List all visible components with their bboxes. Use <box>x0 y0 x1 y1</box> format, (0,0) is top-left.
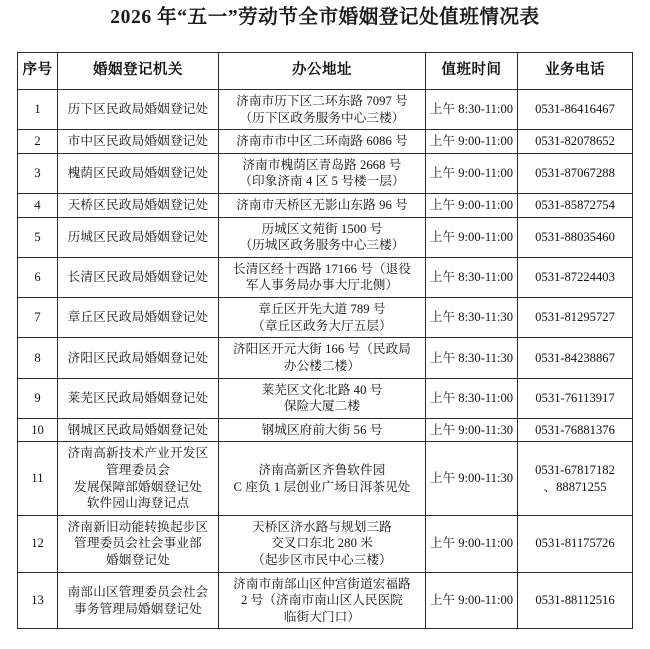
cell-time-line: 上午 9:00-11:30 <box>429 471 514 486</box>
table-row <box>18 257 633 297</box>
cell-address <box>219 378 426 418</box>
cell-time-line: 上午 9:00-11:00 <box>429 198 514 213</box>
cell-phone <box>518 153 633 193</box>
cell-address <box>219 153 426 193</box>
cell-index <box>18 418 58 442</box>
cell-address-line: 莱芜区文化北路 40 号 <box>261 382 383 397</box>
table-row <box>18 90 633 130</box>
cell-index <box>18 442 58 515</box>
cell-agency-line: 市中区民政局婚姻登记处 <box>67 134 209 149</box>
cell-time <box>426 153 518 193</box>
table-header-row <box>18 53 633 90</box>
cell-address-line: 长清区经十西路 17166 号（退役 <box>232 261 412 276</box>
cell-index-line: 9 <box>34 390 41 405</box>
cell-phone <box>518 257 633 297</box>
cell-address-line: 钢城区府前大街 56 号 <box>261 422 383 437</box>
table-row <box>18 194 633 218</box>
cell-address-line: 军人事务局办事大厅北侧） <box>245 278 399 293</box>
cell-index-line: 4 <box>34 198 41 213</box>
cell-agency <box>58 90 219 130</box>
cell-address-line: 济南市南部山区仲宫街道宏福路 <box>233 576 411 591</box>
cell-index <box>18 217 58 257</box>
cell-agency <box>58 153 219 193</box>
cell-time-line: 上午 8:30-11:00 <box>429 270 514 285</box>
cell-address <box>219 194 426 218</box>
cell-address-line: 济南市槐荫区青岛路 2668 号 <box>242 157 402 172</box>
cell-phone-line: 0531-81175726 <box>535 536 615 551</box>
cell-phone-line: 0531-76881376 <box>535 422 615 437</box>
cell-agency-line: 管理委员会社会事业部 <box>74 536 202 551</box>
cell-index <box>18 572 58 629</box>
cell-phone-line: 0531-86416467 <box>535 102 615 117</box>
cell-agency <box>58 418 219 442</box>
table-row <box>18 153 633 193</box>
cell-phone <box>518 217 633 257</box>
cell-phone-line: 0531-88035460 <box>535 229 615 244</box>
column-header-phone: 业务电话 <box>518 53 633 90</box>
cell-agency <box>58 378 219 418</box>
cell-index <box>18 298 58 338</box>
cell-address-line: C 座负 1 层创业广场日洱茶见处 <box>233 479 411 494</box>
cell-agency <box>58 338 219 378</box>
cell-address-line: 保险大厦二楼 <box>283 399 361 414</box>
cell-time <box>426 217 518 257</box>
cell-phone <box>518 442 633 515</box>
cell-time <box>426 90 518 130</box>
table-row <box>18 378 633 418</box>
cell-agency-line: 章丘区民政局婚姻登记处 <box>67 310 209 325</box>
cell-time <box>426 298 518 338</box>
cell-time-line: 上午 8:30-11:00 <box>429 102 514 117</box>
cell-time-line: 上午 9:00-11:00 <box>429 134 514 149</box>
cell-index <box>18 515 58 572</box>
cell-phone <box>518 298 633 338</box>
cell-index-line: 8 <box>34 350 41 365</box>
cell-address <box>219 298 426 338</box>
cell-time <box>426 378 518 418</box>
cell-address-line: 济南市市中区二环南路 6086 号 <box>236 134 408 149</box>
cell-index-line: 1 <box>34 102 41 117</box>
cell-time-line: 上午 8:30-11:30 <box>429 350 514 365</box>
cell-agency-line: 钢城区民政局婚姻登记处 <box>67 422 209 437</box>
cell-index <box>18 90 58 130</box>
cell-address-line: （历下区政务服务中心三楼） <box>239 110 405 125</box>
table-row <box>18 338 633 378</box>
cell-agency-line: 莱芜区民政局婚姻登记处 <box>67 390 209 405</box>
duty-table <box>17 52 633 629</box>
cell-time-line: 上午 9:00-11:30 <box>429 422 514 437</box>
cell-address-line: 济南高新区齐鲁软件园 <box>258 462 386 477</box>
cell-address-line: 天桥区济水路与规划三路 <box>252 519 392 534</box>
cell-address-line: 历城区文苑街 1500 号 <box>261 221 383 236</box>
table-body <box>18 90 633 629</box>
cell-time-line: 上午 9:00-11:00 <box>429 536 514 551</box>
cell-address-line: 交叉口东北 280 米 <box>271 536 373 551</box>
cell-address-line: 章丘区开先大道 789 号 <box>258 302 386 317</box>
cell-address-line: 2 号（济南市南山区人民医院 <box>241 593 403 608</box>
cell-time <box>426 338 518 378</box>
cell-index-line: 2 <box>34 134 41 149</box>
cell-phone-line: 0531-88112516 <box>535 593 615 608</box>
cell-index-line: 3 <box>34 166 41 181</box>
cell-address <box>219 90 426 130</box>
cell-address <box>219 572 426 629</box>
cell-phone <box>518 572 633 629</box>
cell-time <box>426 515 518 572</box>
cell-time-line: 上午 9:00-11:00 <box>429 229 514 244</box>
cell-time-line: 上午 9:00-11:00 <box>429 593 514 608</box>
cell-agency-line: 发展保障部婚姻登记处 <box>74 479 202 494</box>
cell-agency-line: 长清区民政局婚姻登记处 <box>67 270 209 285</box>
cell-time <box>426 257 518 297</box>
cell-agency-line: 济南高新技术产业开发区 <box>67 446 209 461</box>
cell-index <box>18 378 58 418</box>
cell-agency <box>58 194 219 218</box>
cell-agency <box>58 515 219 572</box>
cell-agency-line: 事务管理局婚姻登记处 <box>74 601 202 616</box>
cell-index-line: 13 <box>31 593 44 608</box>
cell-phone-line: 0531-82078652 <box>535 134 615 149</box>
cell-address-line: （章丘区政务大厅五层） <box>252 318 392 333</box>
cell-agency-line: 婚姻登记处 <box>106 553 170 568</box>
cell-phone <box>518 378 633 418</box>
cell-agency-line: 南部山区管理委员会社会 <box>67 584 209 599</box>
cell-phone-line: 0531-87067288 <box>535 166 615 181</box>
cell-agency-line: 历下区民政局婚姻登记处 <box>67 102 209 117</box>
table-row <box>18 217 633 257</box>
cell-time <box>426 194 518 218</box>
cell-index <box>18 194 58 218</box>
cell-index <box>18 130 58 154</box>
cell-index-line: 10 <box>31 422 44 437</box>
cell-address-line: （印象济南 4 区 5 号楼一层） <box>239 174 405 189</box>
table-header <box>18 53 633 90</box>
duty-table-container <box>17 52 632 629</box>
cell-agency <box>58 217 219 257</box>
cell-index-line: 6 <box>34 270 41 285</box>
cell-phone-line: 0531-76113917 <box>535 390 615 405</box>
cell-agency <box>58 257 219 297</box>
cell-index <box>18 257 58 297</box>
cell-agency-line: 软件园山海登记点 <box>86 496 190 511</box>
cell-address <box>219 257 426 297</box>
column-header-index: 序号 <box>18 53 58 90</box>
column-header-address: 办公地址 <box>219 53 426 90</box>
cell-phone <box>518 90 633 130</box>
cell-address <box>219 418 426 442</box>
cell-phone <box>518 130 633 154</box>
cell-agency-line: 济南新旧动能转换起步区 <box>67 519 209 534</box>
cell-phone-line: 0531-85872754 <box>535 198 615 213</box>
cell-time <box>426 130 518 154</box>
cell-address-line: 济南市历下区二环东路 7097 号 <box>236 94 408 108</box>
column-header-time: 值班时间 <box>426 53 518 90</box>
cell-phone <box>518 418 633 442</box>
cell-agency-line: 历城区民政局婚姻登记处 <box>67 229 209 244</box>
cell-address <box>219 130 426 154</box>
cell-agency <box>58 572 219 629</box>
cell-phone-line: 0531-67817182 <box>535 462 615 477</box>
cell-agency-line: 管理委员会 <box>106 462 170 477</box>
cell-phone <box>518 338 633 378</box>
cell-address-line: （起步区市民中心三楼） <box>252 553 392 568</box>
cell-time <box>426 418 518 442</box>
cell-agency <box>58 442 219 515</box>
cell-agency-line: 天桥区民政局婚姻登记处 <box>67 198 209 213</box>
cell-phone-line: 0531-87224403 <box>535 270 615 285</box>
cell-address <box>219 338 426 378</box>
cell-phone-line: 0531-81295727 <box>535 310 615 325</box>
cell-agency-line: 槐荫区民政局婚姻登记处 <box>67 166 209 181</box>
cell-time-line: 上午 9:00-11:00 <box>429 166 514 181</box>
cell-agency <box>58 130 219 154</box>
table-row <box>18 418 633 442</box>
table-row <box>18 298 633 338</box>
cell-index <box>18 338 58 378</box>
cell-address <box>219 217 426 257</box>
cell-index <box>18 153 58 193</box>
cell-time <box>426 442 518 515</box>
cell-index-line: 12 <box>31 536 44 551</box>
cell-phone <box>518 515 633 572</box>
table-row <box>18 442 633 515</box>
cell-address <box>219 515 426 572</box>
cell-index-line: 5 <box>34 229 41 244</box>
cell-address <box>219 442 426 515</box>
table-row <box>18 130 633 154</box>
cell-agency <box>58 298 219 338</box>
cell-address-line: 济阳区开元大街 166 号（民政局 <box>232 342 411 357</box>
cell-time <box>426 572 518 629</box>
table-row <box>18 572 633 629</box>
page-title: 2026 年“五一”劳动节全市婚姻登记处值班情况表 <box>110 7 540 28</box>
cell-agency-line: 济阳区民政局婚姻登记处 <box>67 350 209 365</box>
cell-time-line: 上午 8:30-11:00 <box>429 390 514 405</box>
column-header-agency: 婚姻登记机关 <box>58 53 219 90</box>
table-row <box>18 515 633 572</box>
cell-address-line: 济南市天桥区无影山东路 96 号 <box>236 198 408 213</box>
cell-phone <box>518 194 633 218</box>
cell-index-line: 7 <box>34 310 41 325</box>
cell-time-line: 上午 8:30-11:30 <box>429 310 514 325</box>
cell-address-line: （历城区政务服务中心三楼） <box>239 238 405 253</box>
cell-address-line: 办公楼二楼） <box>283 358 361 373</box>
cell-phone-line: 、88871255 <box>543 479 607 494</box>
cell-address-line: 临街大门口） <box>283 609 361 624</box>
cell-index-line: 11 <box>31 471 44 486</box>
cell-phone-line: 0531-84238867 <box>535 350 615 365</box>
